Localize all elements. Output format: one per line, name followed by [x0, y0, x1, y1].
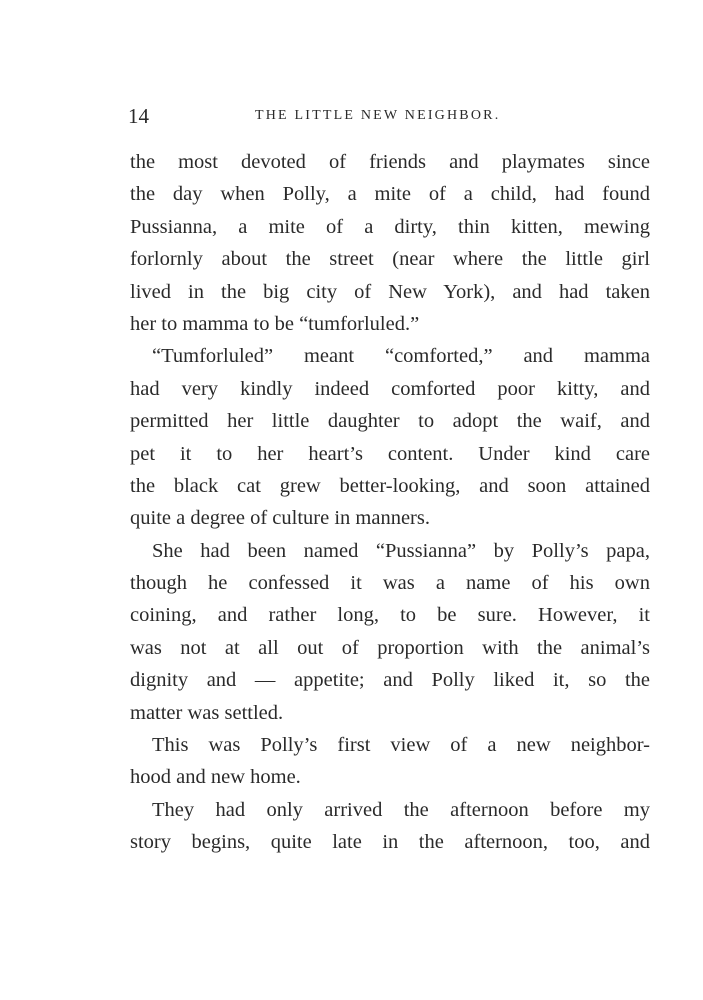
text-line: forlornly about the street (near where the little girl	[130, 248, 650, 271]
text-line: story begins, quite late in the afternoon, too, and	[130, 831, 650, 854]
text-line: lived in the big city of New York), and had taken	[130, 280, 650, 303]
text-line: the black cat grew better-looking, and soon attained	[130, 474, 650, 497]
text-line: coining, and rather long, to be sure. However, it	[130, 604, 650, 627]
text-line: quite a degree of culture in manners.	[130, 507, 430, 530]
text-line: matter was settled.	[130, 701, 284, 724]
text-line: Pussianna, a mite of a dirty, thin kitten, mewing	[130, 215, 650, 238]
page-number: 14	[128, 104, 149, 128]
text-line: dignity and — appetite; and Polly liked it, so the	[130, 669, 650, 692]
text-line: the most devoted of friends and playmates since	[130, 151, 650, 173]
text-line: permitted her little daughter to adopt the waif, and	[130, 410, 650, 433]
text-line: This was Polly’s first view of a new neighbor-	[152, 734, 650, 757]
text-line: They had only arrived the afternoon before my	[152, 798, 650, 821]
text-line: “Tumforluled” meant “comforted,” and mamma	[152, 345, 650, 368]
text-line: the day when Polly, a mite of a child, had found	[130, 183, 650, 206]
body-text	[130, 146, 650, 859]
page-header	[128, 103, 652, 129]
text-line: her to mamma to be “tumforluled.”	[130, 312, 420, 335]
text-line: had very kindly indeed comforted poor kitty, and	[130, 377, 650, 400]
text-line: She had been named “Pussianna” by Polly’s papa,	[152, 539, 650, 562]
text-line: was not at all out of proportion with the animal’s	[130, 636, 650, 659]
text-line: though he confessed it was a name of his own	[130, 572, 650, 595]
text-line: pet it to her heart’s content. Under kind care	[130, 442, 650, 465]
running-title: THE LITTLE NEW NEIGHBOR.	[255, 108, 501, 123]
text-line: hood and new home.	[130, 766, 301, 789]
